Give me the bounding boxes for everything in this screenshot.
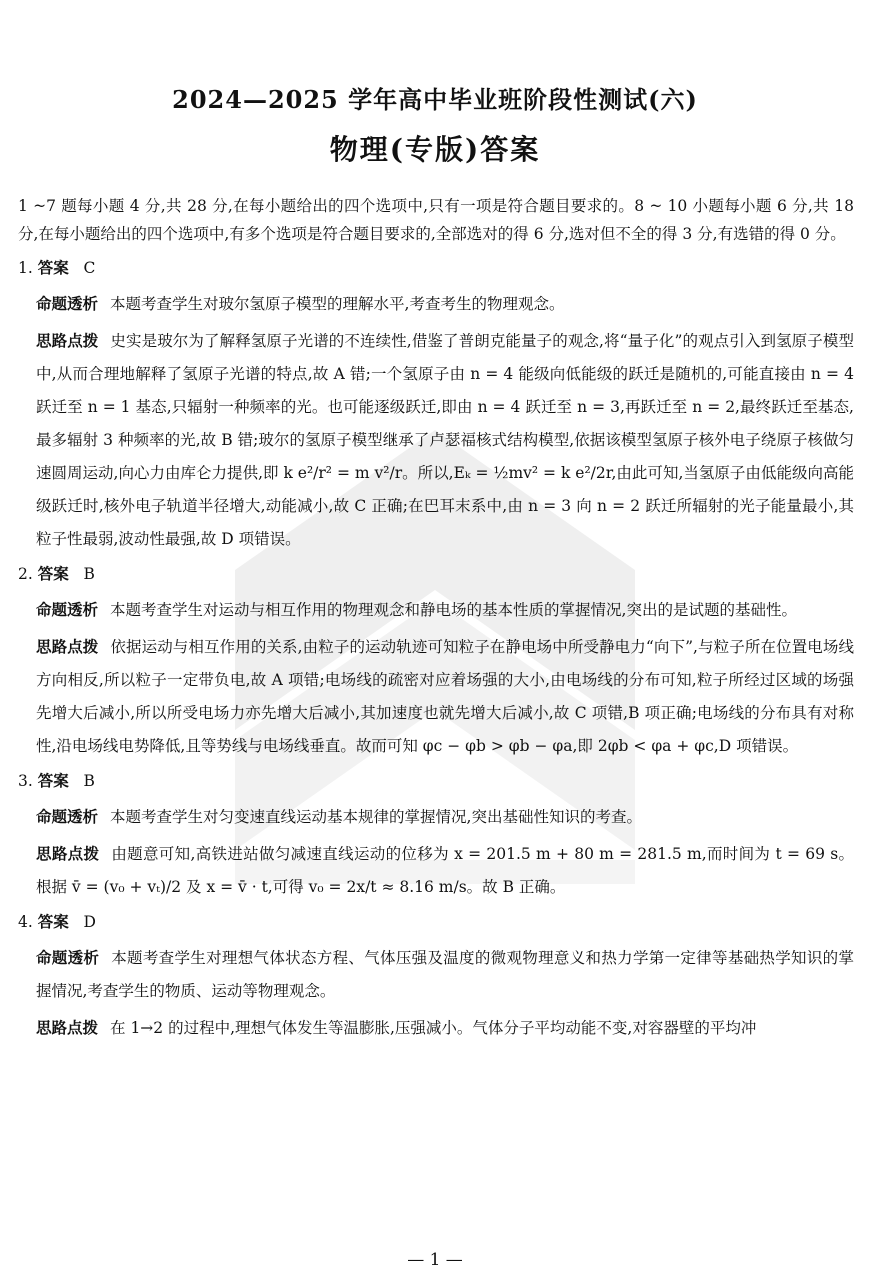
- question-4: [18, 908, 854, 1045]
- analysis-label: 命题透析: [36, 808, 99, 826]
- analysis-text: 本题考查学生对运动与相互作用的物理观念和静电场的基本性质的掌握情况,突出的是试题的基础性。: [110, 601, 797, 619]
- hint-text: 依据运动与相互作用的关系,由粒子的运动轨迹可知粒子在静电场中所受静电力“向下”,与粒子所在位置电场线方向相反,所以粒子一定带负电,故 A 项错;电场线的疏密对应着场强的大小,由电场线的分布可知,粒子所经过区域的场强先增大后减小,所以所受电场力亦先增大后减小,其加速度也就先增大后减小,故 C 项错,B 项正确;电场线的分布具有对称性,沿电场线电势降低,且等势线与电场线垂直。故而可知 φc − φb > φb − φa,即 2φb < φa + φc,D 项错误。: [36, 638, 854, 755]
- question-number: 4.: [18, 913, 38, 931]
- hint-label: 思路点拨: [36, 638, 99, 656]
- hint-label: 思路点拨: [36, 332, 99, 350]
- hint-text: 史实是玻尔为了解释氢原子光谱的不连续性,借鉴了普朗克能量子的观念,将“量子化”的观点引入到氢原子模型中,从而合理地解释了氢原子光谱的特点,故 A 错;一个氢原子由 n = 4 能级向低能级的跃迁是随机的,可能直接由 n = 4 跃迁至 n = 1 基态,只辐射一种频率的光。也可能逐级跃迁,即由 n = 4 跃迁至 n = 3,再跃迁至 n = 2,最终跃迁至基态,最多辐射 3 种频率的光,故 B 错;玻尔的氢原子模型继承了卢瑟福核式结构模型,依据该模型氢原子核外电子绕原子核做匀速圆周运动,向心力由库仑力提供,即 k e²/r² = m v²/r。所以,Eₖ = ½mv² = k e²/2r,由此可知,当氢原子由低能级向高能级跃迁时,核外电子轨道半径增大,动能减小,故 C 正确;在巴耳末系中,由 n = 3 向 n = 2 跃迁所辐射的光子能量最小,其粒子性最弱,波动性最强,故 D 项错误。: [36, 332, 854, 548]
- answer-value: B: [83, 772, 95, 790]
- page-number: — 1 —: [407, 1250, 463, 1270]
- analysis-label: 命题透析: [36, 949, 100, 967]
- analysis-text: 本题考查学生对理想气体状态方程、气体压强及温度的微观物理意义和热力学第一定律等基础热学知识的掌握情况,考查学生的物质、运动等物理观念。: [36, 949, 854, 1000]
- question-number: 3.: [18, 772, 38, 790]
- exam-subtitle: 物理(专版)答案: [329, 133, 541, 166]
- analysis-label: 命题透析: [36, 601, 99, 619]
- question-2: [18, 560, 854, 763]
- answer-label: 答案: [37, 913, 69, 931]
- hint-label: 思路点拨: [36, 845, 100, 863]
- question-number: 1.: [18, 259, 38, 277]
- analysis-text: 本题考查学生对匀变速直线运动基本规律的掌握情况,突出基础性知识的考查。: [110, 808, 642, 826]
- answer-label: 答案: [37, 259, 69, 277]
- question-3: [18, 767, 854, 904]
- exam-title: 2024—2025 学年高中毕业班阶段性测试(六): [172, 85, 698, 114]
- hint-text: 在 1→2 的过程中,理想气体发生等温膨胀,压强减小。气体分子平均动能不变,对容器壁的平均冲: [110, 1019, 757, 1037]
- answer-value: C: [83, 259, 96, 277]
- analysis-label: 命题透析: [36, 295, 99, 313]
- analysis-text: 本题考查学生对玻尔氢原子模型的理解水平,考查考生的物理观念。: [110, 295, 565, 313]
- answer-label: 答案: [37, 565, 69, 583]
- hint-label: 思路点拨: [36, 1019, 99, 1037]
- hint-text: 由题意可知,高铁进站做匀减速直线运动的位移为 x = 201.5 m + 80 m = 281.5 m,而时间为 t = 69 s。根据 v̄ = (v₀ + vₜ)/2 及 x = v̄ · t,可得 v₀ = 2x/t ≈ 8.16 m/s。故 B 正确。: [36, 845, 854, 896]
- answer-value: B: [83, 565, 95, 583]
- question-1: [18, 254, 854, 556]
- answer-label: 答案: [37, 772, 69, 790]
- instructions: 1 ~7 题每小题 4 分,共 28 分,在每小题给出的四个选项中,只有一项是符合题目要求的。8 ~ 10 小题每小题 6 分,共 18 分,在每小题给出的四个选项中,有多个选项是符合题目要求的,全部选对的得 6 分,选对但不全的得 3 分,有选错的得 0 分。: [18, 197, 854, 243]
- answer-value: D: [83, 913, 96, 931]
- question-number: 2.: [18, 565, 38, 583]
- answer-content: [18, 192, 854, 1049]
